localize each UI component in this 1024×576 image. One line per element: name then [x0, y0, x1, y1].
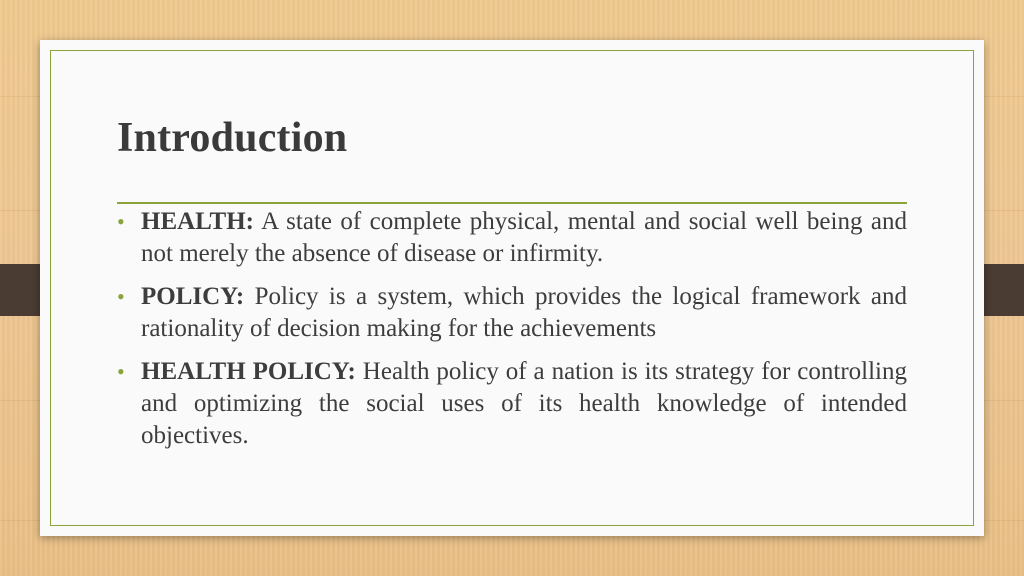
- bullet-text: Policy is a system, which provides the logical framework and rationality of decision making for the achievements: [141, 283, 907, 342]
- bullet-text: Health policy of a nation is its strategy for controlling and optimizing the social uses of its health knowledge of intended objectives.: [141, 358, 908, 449]
- bullet-dot-icon: •: [117, 209, 125, 234]
- bullet-dot-icon: •: [117, 284, 125, 309]
- title-divider: [117, 202, 907, 204]
- bullet-term: HEALTH POLICY:: [141, 358, 356, 385]
- bullet-dot-icon: •: [117, 359, 125, 384]
- bullet-health: [117, 206, 907, 270]
- bullet-term: HEALTH:: [141, 208, 255, 235]
- bullet-text: A state of complete physical, mental and social well being and not merely the absence of disease or infirmity.: [141, 208, 907, 267]
- bullet-health-policy: [117, 356, 907, 452]
- slide-card: [40, 40, 984, 536]
- bullet-list: [117, 206, 907, 463]
- bullet-term: POLICY:: [141, 283, 245, 310]
- bullet-policy: [117, 281, 907, 345]
- slide-title: Introduction: [117, 115, 348, 161]
